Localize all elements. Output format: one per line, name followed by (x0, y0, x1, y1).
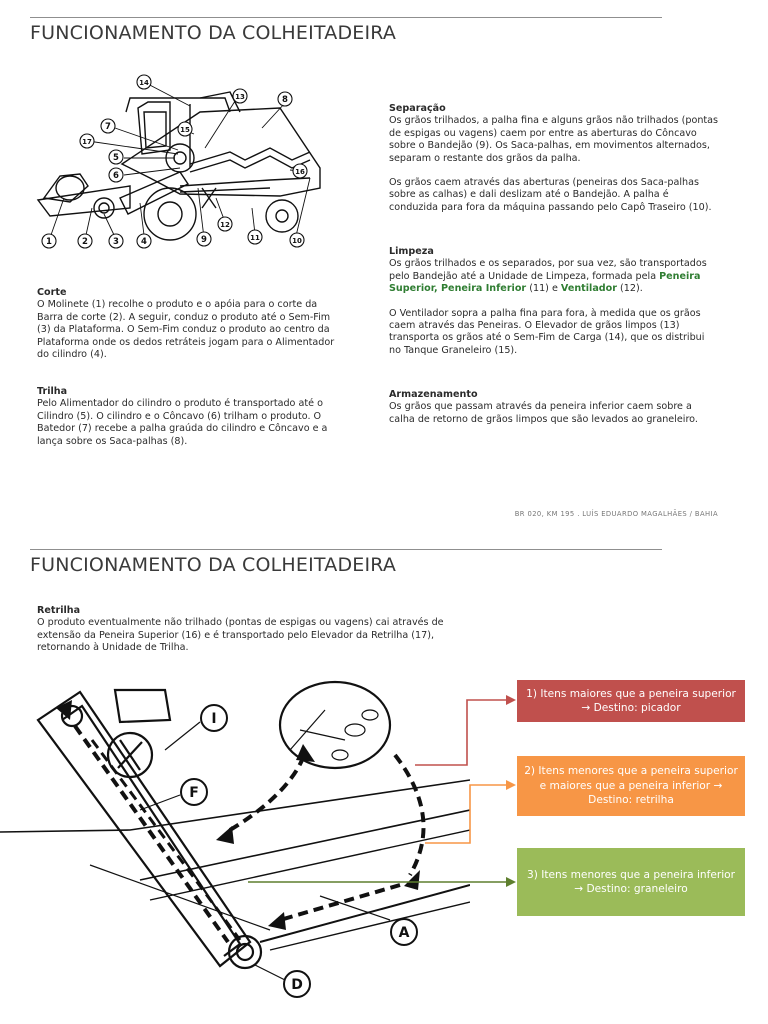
section-retrilha (37, 605, 457, 655)
callout-6: 6 (113, 171, 119, 181)
label-f: F (189, 785, 199, 801)
section-corte (37, 287, 337, 361)
outcome-box-graneleiro-text: 3) Itens menores que a peneira inferior → Destino: graneleiro (526, 868, 736, 895)
limpeza-heading: Limpeza (389, 246, 434, 257)
outcome-box-picador-text: 1) Itens maiores que a peneira superior → Destino: picador (526, 687, 736, 714)
outcome-box-graneleiro (517, 848, 745, 916)
armazenamento-heading: Armazenamento (389, 389, 478, 400)
callout-11: 11 (250, 234, 260, 242)
callout-5: 5 (113, 153, 119, 163)
page-title: FUNCIONAMENTO DA COLHEITADEIRA (30, 22, 397, 44)
page-title-2: FUNCIONAMENTO DA COLHEITADEIRA (30, 554, 397, 576)
top-rule (30, 17, 662, 18)
separacao-paragraph-2: Os grãos caem através das aberturas (peneiras dos Saca-palhas sobre as calhas) e dali deslizam até o Bandejão. A palha é conduzida para fora da máquina passando pelo Capô Traseiro (10). (389, 177, 712, 213)
callout-7: 7 (105, 122, 111, 132)
ventilador-highlight: Ventilador (560, 283, 617, 295)
callout-12: 12 (220, 221, 230, 229)
retrilha-diagram (0, 680, 470, 1015)
separacao-paragraph-1: Os grãos trilhados, a palha fina e alguns grãos não trilhados (pontas de espigas ou vagens) caem por entre as aberturas do Côncavo sobre o Bandejão (9). Os Saca-palhas, em movimentos alternados, separam o restante dos grãos da palha. (389, 115, 719, 164)
outcome-box-picador (517, 680, 745, 722)
callout-8: 8 (282, 95, 288, 105)
callout-1: 1 (46, 237, 52, 247)
separacao-heading: Separação (389, 103, 446, 114)
combine-harvester-diagram (30, 68, 330, 253)
trilha-heading: Trilha (37, 386, 68, 397)
limpeza-paragraph-2: O Ventilador sopra a palha fina para fora, à medida que os grãos caem através das Peneiras. O Elevador de grãos limpos (13) transporta os grãos até o Sem-Fim de Carga (14), que os distribui no Tanque Graneleiro (15). (389, 307, 705, 356)
label-a: A (398, 925, 410, 941)
corte-text: O Molinete (1) recolhe o produto e o apóia para o corte da Barra de corte (2). A seguir, conduz o produto até o Sem-Fim (3) da Plataforma. O Sem-Fim conduz o produto ao centro da Plataforma onde os dedos retráteis jogam para o Alimentador do cilindro (4). (37, 299, 335, 361)
label-i: I (211, 711, 217, 727)
section-trilha (37, 386, 337, 448)
footer-address: BR 020, KM 195 . LUÍS EDUARDO MAGALHÃES / BAHIA (514, 510, 718, 518)
outcome-box-retrilha-text: 2) Itens menores que a peneira superior e maiores que a peneira inferior → Destino: retrilha (524, 765, 738, 807)
retrilha-heading: Retrilha (37, 605, 81, 616)
label-d: D (291, 977, 303, 993)
callout-9: 9 (201, 235, 207, 245)
armazenamento-text: Os grãos que passam através da peneira inferior caem sobre a calha de retorno de grãos limpos que são levados ao graneleiro. (389, 401, 698, 425)
trilha-text: Pelo Alimentador do cilindro o produto é transportado até o Cilindro (5). O cilindro e o Côncavo (6) trilham o produto. O Batedor (7) recebe a palha graúda do cilindro e Côncavo e a lança sobre os Saca-palhas (8). (37, 398, 328, 447)
corte-heading: Corte (37, 287, 67, 298)
peneiras-highlight: Peneira Superior, Peneira Inferior (389, 270, 701, 295)
section-limpeza (389, 246, 719, 357)
section-armazenamento (389, 389, 719, 426)
callout-16: 16 (295, 168, 305, 176)
callout-10: 10 (292, 237, 302, 245)
callout-4: 4 (141, 237, 147, 247)
callout-2: 2 (82, 237, 88, 247)
retrilha-text: O produto eventualmente não trilhado (pontas de espigas ou vagens) cai através de extensão da Peneira Superior (16) e é transportado pelo Elevador da Retrilha (17), retornando à Unidade de Trilha. (37, 617, 444, 654)
callout-17: 17 (82, 138, 92, 146)
callout-3: 3 (113, 237, 119, 247)
outcome-box-retrilha (517, 756, 745, 816)
section-separacao (389, 103, 719, 214)
limpeza-paragraph-1: Os grãos trilhados e os separados, por sua vez, são transportados pelo Bandejão até a Unidade de Limpeza, formada pela Peneira Superior, Peneira Inferior (11) e Ventilador (12). (389, 258, 707, 295)
callout-15: 15 (180, 126, 190, 134)
callout-14: 14 (139, 79, 149, 87)
callout-13: 13 (235, 93, 245, 101)
top-rule-2 (30, 549, 662, 550)
